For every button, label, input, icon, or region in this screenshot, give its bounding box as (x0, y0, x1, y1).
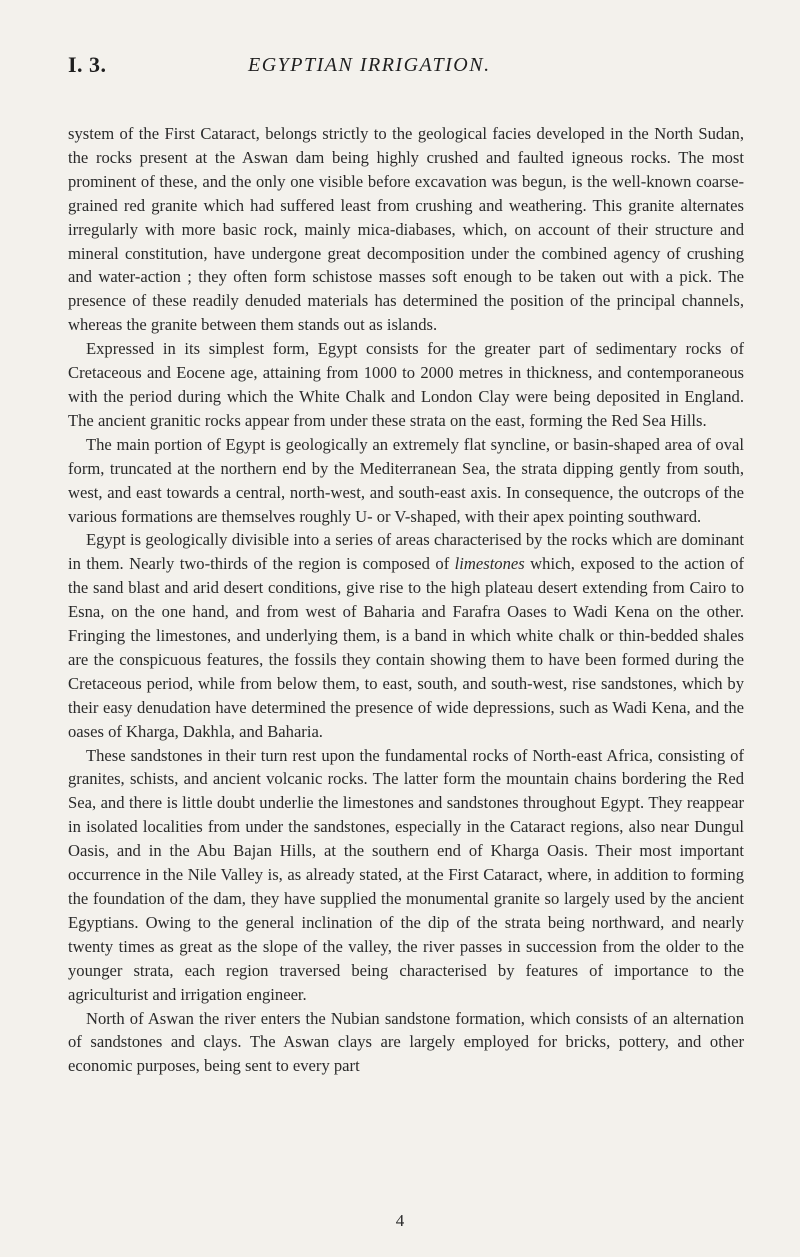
paragraph: North of Aswan the river enters the Nubian sandstone formation, which consists of an alternation of sandstones and clays. The Aswan clays are largely employed for bricks, pottery, and other economic purposes, being sent to every part (68, 1008, 744, 1076)
running-title: EGYPTIAN IRRIGATION. (248, 54, 491, 76)
paragraph-text: Egypt is geologically divisible into a series of areas characterised by the rocks which are dominant in them. Nearly two-thirds of the region is composed of (68, 530, 744, 574)
paragraph-continued: system of the First Cataract, belongs strictly to the geological facies developed in the North Sudan, the rocks present at the Aswan dam being highly crushed and faulted igneous rocks. The most prominent of these, and the only one visible before excavation was begun, is the well-known coarse-grained red granite which had suffered least from crushing and weathering. This granite alternates irregularly with more basic rock, mainly mica-diabases, which, on account of their structure and mineral constitution, have undergone great decomposition under the combined agency of crushing and water-action ; they often form schistose masses soft enough to be taken out with a pick. The presence of these readily denuded materials has determined the position of the principal channels, whereas the granite between them stands out as islands. (68, 124, 744, 335)
body-text (68, 122, 744, 1078)
paragraph (68, 528, 744, 743)
paragraph: These sandstones in their turn rest upon the fundamental rocks of North-east Africa, consisting of granites, schists, and ancient volcanic rocks. The latter form the mountain chains bordering the Red Sea, and there is little doubt underlie the limestones and sandstones throughout Egypt. They reappear in isolated localities from under the sandstones, especially in the Cataract regions, also near Dungul Oasis, and in the Abu Bajan Hills, at the southern end of Kharga Oasis. Their most important occurrence in the Nile Valley is, as already stated, at the First Cataract, where, in addition to forming the foundation of the dam, they have supplied the monumental granite so largely used by the ancient Egyptians. Owing to the general inclination of the dip of the strata being northward, and nearly twenty times as great as the slope of the valley, the river passes in succession from the older to the younger strata, each region traversed being characterised by features of importance to the agriculturist and irrigation engineer. (68, 745, 744, 1004)
emphasis-limestones: limestones (454, 554, 525, 574)
page-number: 4 (395, 1211, 405, 1230)
section-number: I. 3. (68, 52, 107, 77)
paragraph: The main portion of Egypt is geologically an extremely flat syncline, or basin-shaped area of oval form, truncated at the northern end by the Mediterranean Sea, the strata dipping gently from south, west, and east towards a central, north-west, and south-east axis. In consequence, the outcrops of the various formations are themselves roughly U- or V-shaped, with their apex pointing southward. (68, 434, 744, 526)
running-head (68, 52, 740, 84)
paragraph: Expressed in its simplest form, Egypt consists for the greater part of sedimentary rocks of Cretaceous and Eocene age, attaining from 1000 to 2000 metres in thickness, and contemporaneous with the period during which the White Chalk and London Clay were being deposited in England. The ancient granitic rocks appear from under these strata on the east, forming the Red Sea Hills. (68, 339, 744, 430)
paragraph-text: which, exposed to the action of the sand blast and arid desert conditions, give rise to the high plateau desert extending from Cairo to Esna, on the one hand, and from west of Baharia and Farafra Oases to Wadi Kena on the other. Fringing the limestones, and underlying them, is a band in which white chalk or thin-bedded shales are the conspicuous features, the fossils they contain showing them to have been formed during the Cretaceous period, while from below them, to east, south, and south-west, rise sandstones, which by their easy denudation have determined the presence of wide depressions, such as Wadi Kena, and the oases of Kharga, Dakhla, and Baharia. (68, 554, 744, 741)
